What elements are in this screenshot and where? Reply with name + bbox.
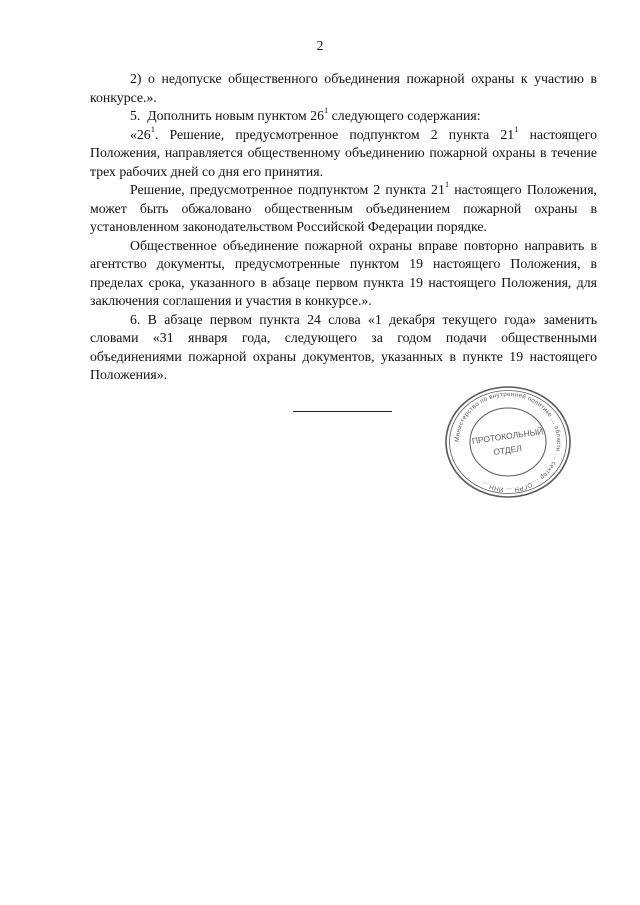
stamp-label-line-2: ОТДЕЛ (492, 443, 523, 457)
paragraph-clause-2: 2) о недопуске общественного объединения пожарной охраны к участию в конкурсе.». (90, 71, 597, 105)
paragraph-item-26-1-text-a: «26 (130, 126, 151, 142)
superscript: 1 (150, 123, 155, 134)
paragraph-item-6: 6. В абзаце первом пункта 24 слова «1 декабря текущего года» заменить словами «31 января года, следующего за годом подачи общественными объединениями пожарной охраны документов, указанных в пункте 19 настоящего Положения». (90, 311, 597, 382)
paragraph-item-5-text-a: 5. Дополнить новым пунктом 26 (130, 108, 324, 123)
superscript: 1 (323, 105, 329, 116)
paragraph-resubmission: Общественное объединение пожарной охраны вправе повторно направить в агентство документы, предусмотренные пунктом 19 настоящего Положения, в пределах срока, указанного в абзаце первом пункта 19 настоящего Положения, для заключения соглашения и участия в конкурсе.». (90, 237, 597, 308)
signature-line (293, 411, 392, 412)
page-number: 2 (316, 38, 324, 53)
paragraph-item-26-1-text-b: . Решение, предусмотренное подпунктом 2 пункта 21 (154, 126, 515, 142)
superscript: 1 (514, 123, 519, 134)
document-body (90, 70, 597, 385)
paragraph-item-26-1 (90, 123, 597, 182)
paragraph-item-26-1-text-c: настоящего Положения, направляется общественному объединению пожарной охраны в течение трех рабочих дней со дня его принятия. (90, 126, 597, 179)
paragraph-item-5 (90, 107, 597, 126)
official-stamp (440, 383, 576, 501)
stamp-ring-text: Министерство по внутренней политике ... области ... сектор ... ОГРН ... ИНН ... (453, 390, 563, 494)
paragraph-item-5-text-b: следующего содержания: (328, 108, 481, 123)
paragraph-appeal-text-a: Решение, предусмотренное подпунктом 2 пункта 21 (130, 182, 445, 197)
superscript: 1 (444, 179, 450, 190)
stamp-label-line-1: ПРОТОКОЛЬНЫЙ (471, 426, 544, 446)
paragraph-appeal-text-b: настоящего Положения, может быть обжаловано общественным объединением пожарной охраны в установленном законодательством Российской Федерации порядке. (90, 182, 597, 234)
paragraph-appeal (90, 181, 597, 237)
